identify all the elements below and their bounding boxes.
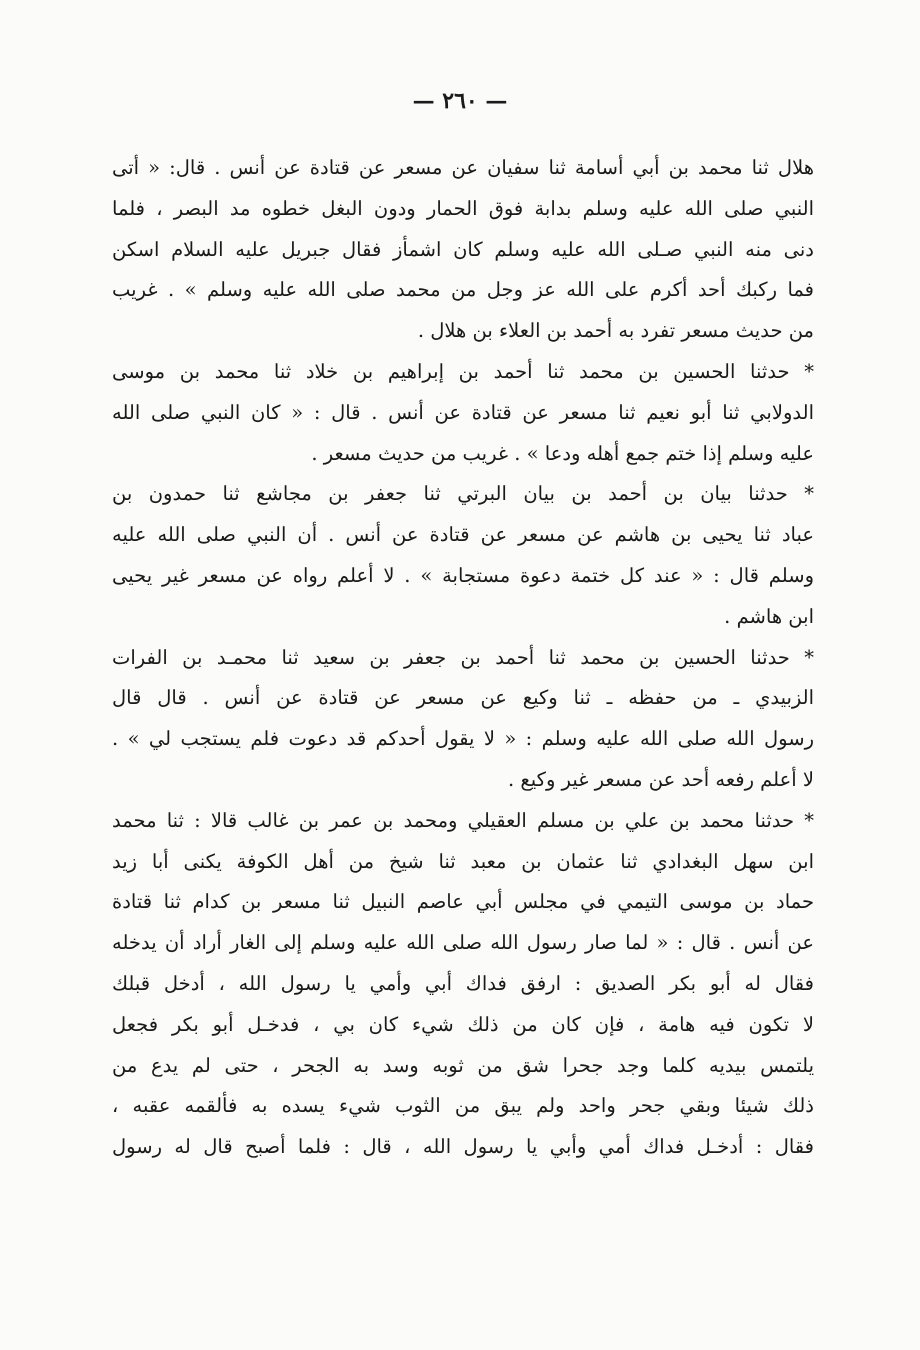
text-line: النبي صلى الله عليه وسلم بدابة فوق الحمار ودون البغل خطوه مد البصر ، فلما	[112, 196, 814, 220]
text-line: هلال ثنا محمد بن أبي أسامة ثنا سفيان عن مسعر عن قتادة عن أنس . قال: « أتى	[112, 156, 814, 179]
text-line: حماد بن موسى التيمي في مجلس أبي عاصم النبيل ثنا مسعر بن كدام ثنا قتادة	[112, 890, 814, 914]
text-line: لا تكون فيه هامة ، فإن كان من ذلك شيء كان بي ، فدخـل أبو بكر فجعل	[112, 1012, 814, 1036]
text-line: ابن هاشم .	[724, 604, 814, 628]
text-line: رسول الله صلى الله عليه وسلم : « لا يقول أحدكم قد دعوت فلم يستجب لي » .	[112, 727, 814, 751]
text-line: * حدثنا بيان بن أحمد بن بيان البرتي ثنا جعفر بن مجاشع ثنا حمدون بن	[112, 482, 814, 506]
text-line: يلتمس بيديه كلما وجد جحرا شق من ثوبه وسد به الجحر ، حتى لم يدع من	[112, 1053, 814, 1077]
text-line: من حديث مسعر تفرد به أحمد بن العلاء بن هلال .	[417, 319, 814, 343]
text-line: الزبيدي ـ من حفظه ـ ثنا وكيع عن مسعر عن قتادة عن أنس . قال قال	[112, 686, 814, 710]
text-line: فما ركبك أحد أكرم على الله عز وجل من محمد صلى الله عليه وسلم » . غريب	[112, 278, 814, 302]
text-line: ابن سهل البغدادي ثنا عثمان بن معبد ثنا شيخ من أهل الكوفة يكنى أبا زيد	[112, 849, 814, 873]
text-line: عليه وسلم إذا ختم جمع أهله ودعا » . غريب من حديث مسعر .	[311, 441, 814, 465]
text-line: دنى منه النبي صـلى الله عليه وسلم كان اشمأز فقال جبريل عليه السلام اسكن	[112, 237, 814, 261]
text-line: * حدثنا محمد بن علي بن مسلم العقيلي ومحمد بن عمر بن غالب قالا : ثنا محمد	[112, 808, 814, 832]
text-line: عن أنس . قال : « لما صار رسول الله صلى الله عليه وسلم إلى الغار أراد أن يدخله	[112, 931, 814, 955]
text-line: * حدثنا الحسين بن محمد ثنا أحمد بن جعفر بن سعيد ثنا محمـد بن الفرات	[112, 645, 814, 669]
page-number: — ٢٦٠ —	[412, 88, 508, 114]
text-line: فقال له أبو بكر الصديق : ارفق فداك أبي وأمي يا رسول الله ، أدخل قبلك	[112, 971, 814, 995]
text-line: وسلم قال : « عند كل ختمة دعوة مستجابة » . لا أعلم رواه عن مسعر غير يحيى	[112, 563, 814, 587]
text-line: ذلك شيئا وبقي جحر واحد ولم يبق من الثوب شيء يسده به فألقمه عقبه ،	[112, 1094, 814, 1118]
text-line: * حدثنا الحسين بن محمد ثنا أحمد بن إبراهيم بن خلاد ثنا محمد بن موسى	[112, 359, 814, 383]
body-text	[112, 148, 814, 1168]
text-line: الدولابي ثنا أبو نعيم ثنا مسعر عن قتادة عن أنس . قال : « كان النبي صلى الله	[112, 400, 814, 424]
text-line: عباد ثنا يحيى بن هاشم عن مسعر عن قتادة عن أنس . أن النبي صلى الله عليه	[112, 523, 814, 547]
text-line: لا أعلم رفعه أحد عن مسعر غير وكيع .	[508, 767, 814, 791]
text-line: فقال : أدخـل فداك أمي وأبي يا رسول الله ، قال : فلما أصبح قال له رسول	[112, 1135, 814, 1159]
